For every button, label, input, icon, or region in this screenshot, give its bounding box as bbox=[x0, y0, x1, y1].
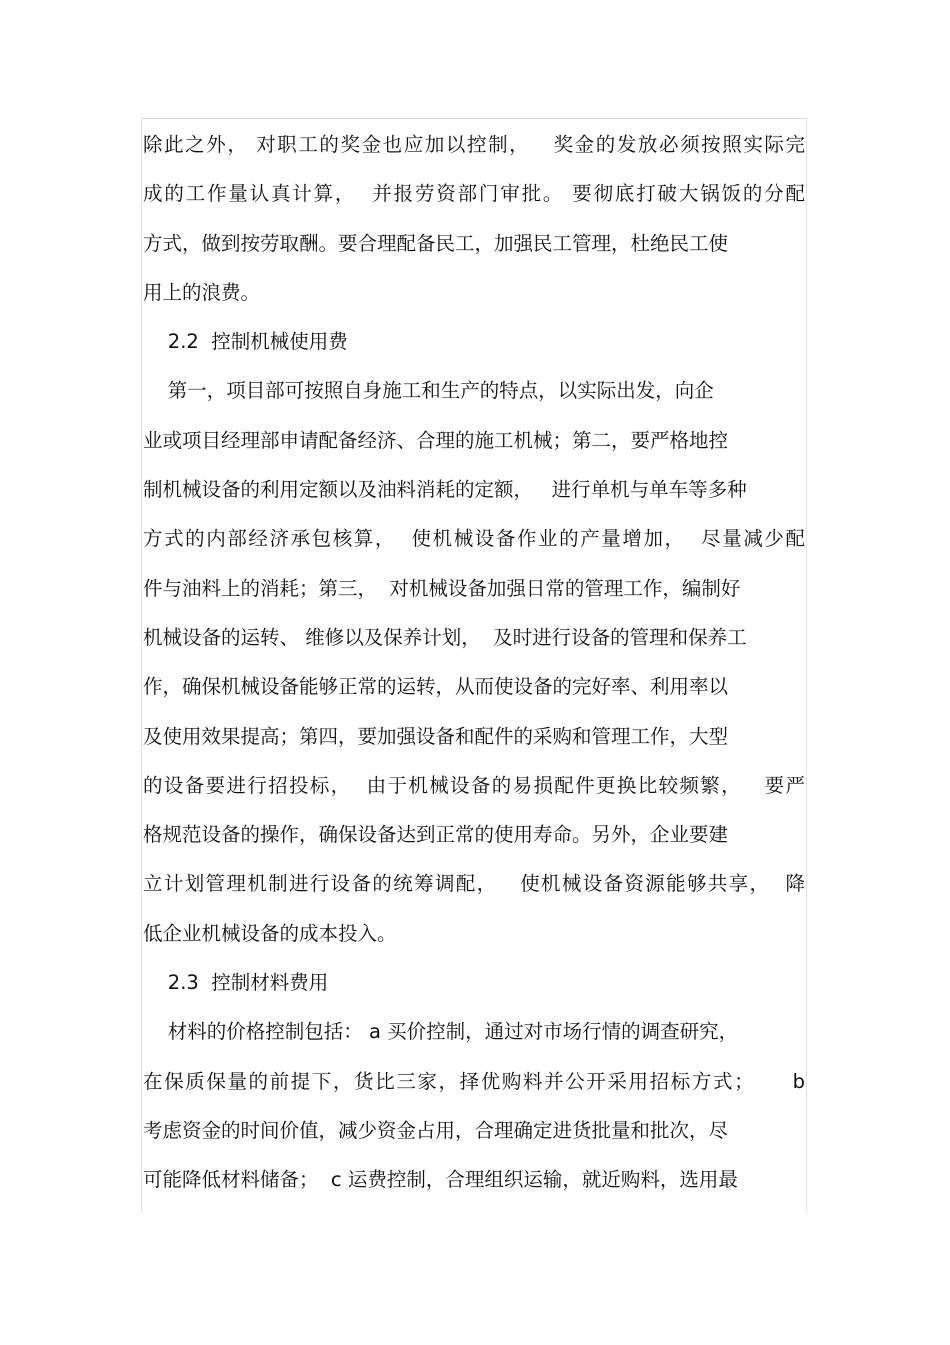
text-line: 及使用效果提高；第四，要加强设备和配件的采购和管理工作，大型 bbox=[143, 724, 729, 748]
document-body bbox=[143, 120, 805, 1205]
text-line: 机械设备的运转、 维修以及保养计划， 及时进行设备的管理和保养工 bbox=[143, 625, 747, 649]
text-line: 格规范设备的操作，确保设备达到正常的使用寿命。另外，企业要建 bbox=[143, 823, 729, 847]
text-line: 可能降低材料储备； c 运费控制，合理组织运输，就近购料，选用最 bbox=[143, 1168, 738, 1192]
text-line: 用上的浪费。 bbox=[143, 280, 261, 304]
text-line: 材料的价格控制包括： a 买价控制，通过对市场行情的调查研究， bbox=[143, 1020, 739, 1044]
text-line: 业或项目经理部申请配备经济、合理的施工机械；第二，要严格地控 bbox=[143, 428, 729, 452]
text-line: 件与油料上的消耗；第三， 对机械设备加强日常的管理工作，编制好 bbox=[143, 576, 741, 600]
text-line: 的设备要进行招投标， 由于机械设备的易损配件更换比较频繁， 要严 bbox=[143, 773, 805, 797]
section-heading-2-2: 2.2 控制机械使用费 bbox=[143, 330, 348, 354]
text-line: 考虑资金的时间价值，减少资金占用，合理确定进货批量和批次，尽 bbox=[143, 1118, 729, 1142]
text-line: 在保质保量的前提下，货比三家，择优购料并公开采用招标方式； b bbox=[143, 1069, 805, 1093]
text-line: 低企业机械设备的成本投入。 bbox=[143, 921, 397, 945]
text-line: 作，确保机械设备能够正常的运转，从而使设备的完好率、利用率以 bbox=[143, 675, 729, 699]
text-line: 成的工作量认真计算， 并报劳资部门审批。 要彻底打破大锅饭的分配 bbox=[143, 182, 805, 206]
text-line: 制机械设备的利用定额以及油料消耗的定额， 进行单机与单车等多种 bbox=[143, 478, 747, 502]
text-line: 方式，做到按劳取酬。要合理配备民工，加强民工管理，杜绝民工使 bbox=[143, 231, 729, 255]
text-line: 方式的内部经济承包核算， 使机械设备作业的产量增加， 尽量减少配 bbox=[143, 527, 805, 551]
text-line: 第一，项目部可按照自身施工和生产的特点，以实际出发，向企 bbox=[143, 379, 714, 403]
text-line: 立计划管理机制进行设备的统筹调配， 使机械设备资源能够共享， 降 bbox=[143, 872, 805, 896]
text-line: 除此之外， 对职工的奖金也应加以控制， 奖金的发放必须按照实际完 bbox=[143, 133, 805, 156]
section-heading-2-3: 2.3 控制材料费用 bbox=[143, 971, 329, 995]
